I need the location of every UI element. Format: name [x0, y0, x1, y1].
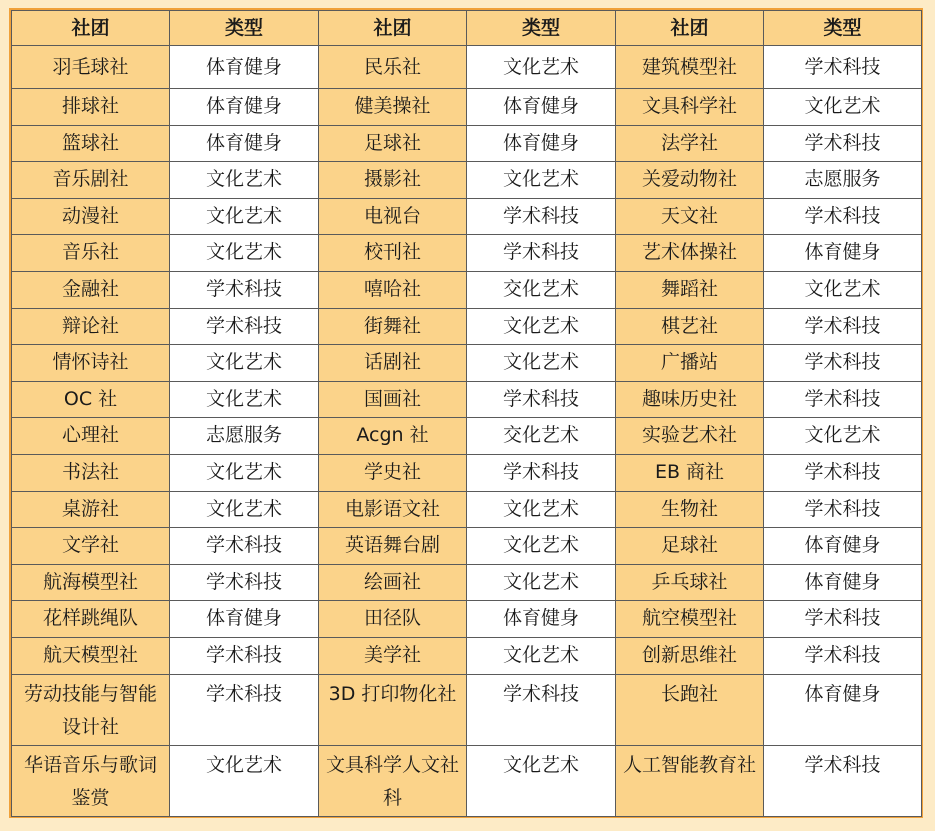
- table-row: [12, 381, 922, 418]
- club-type-cell: 学术科技: [467, 674, 616, 745]
- club-type-cell: 文化艺术: [170, 491, 319, 528]
- club-type-cell: 体育健身: [764, 235, 922, 272]
- club-name-cell: 话剧社: [319, 345, 467, 382]
- table-row: [12, 308, 922, 345]
- club-type-cell: 体育健身: [467, 89, 616, 126]
- header-type: 类型: [764, 11, 922, 46]
- club-type-cell: 学术科技: [170, 637, 319, 674]
- club-name-cell: 桌游社: [12, 491, 170, 528]
- club-name-cell: 音乐剧社: [12, 162, 170, 199]
- club-name-cell: 文学社: [12, 528, 170, 565]
- club-name-cell: 电影语文社: [319, 491, 467, 528]
- club-name-cell: 电视台: [319, 198, 467, 235]
- club-name-cell: 航海模型社: [12, 564, 170, 601]
- table-row: [12, 235, 922, 272]
- club-name-cell: OC 社: [12, 381, 170, 418]
- table-row: [12, 454, 922, 491]
- club-type-cell: 文化艺术: [764, 418, 922, 455]
- table-row: [12, 637, 922, 674]
- club-name-cell: 关爱动物社: [616, 162, 764, 199]
- club-name-cell: 航天模型社: [12, 637, 170, 674]
- club-type-cell: 文化艺术: [467, 162, 616, 199]
- club-type-cell: 志愿服务: [170, 418, 319, 455]
- club-name-cell: 篮球社: [12, 125, 170, 162]
- club-name-cell: 心理社: [12, 418, 170, 455]
- club-type-cell: 学术科技: [764, 345, 922, 382]
- club-name-cell: 羽毛球社: [12, 46, 170, 89]
- club-name-cell: 书法社: [12, 454, 170, 491]
- club-name-cell: 创新思维社: [616, 637, 764, 674]
- club-type-cell: 文化艺术: [467, 564, 616, 601]
- club-name-cell: 艺术体操社: [616, 235, 764, 272]
- club-type-cell: 文化艺术: [170, 198, 319, 235]
- club-type-cell: 学术科技: [467, 235, 616, 272]
- club-type-cell: 交化艺术: [467, 271, 616, 308]
- club-type-cell: 文化艺术: [170, 162, 319, 199]
- table-row: [12, 745, 922, 816]
- club-name-cell: 嘻哈社: [319, 271, 467, 308]
- club-type-cell: 文化艺术: [467, 745, 616, 816]
- club-name-cell: 长跑社: [616, 674, 764, 745]
- club-name-cell: 摄影社: [319, 162, 467, 199]
- club-name-cell: 航空模型社: [616, 601, 764, 638]
- club-type-cell: 文化艺术: [467, 308, 616, 345]
- club-name-cell: 建筑模型社: [616, 46, 764, 89]
- club-type-cell: 体育健身: [467, 125, 616, 162]
- club-type-cell: 体育健身: [170, 601, 319, 638]
- club-name-cell: 法学社: [616, 125, 764, 162]
- club-name-cell: 劳动技能与智能设计社: [12, 674, 170, 745]
- club-type-cell: 学术科技: [170, 528, 319, 565]
- club-type-cell: 文化艺术: [764, 271, 922, 308]
- header-type: 类型: [467, 11, 616, 46]
- club-type-cell: 体育健身: [764, 564, 922, 601]
- club-name-cell: 美学社: [319, 637, 467, 674]
- club-type-cell: 学术科技: [764, 454, 922, 491]
- club-type-cell: 学术科技: [764, 601, 922, 638]
- club-name-cell: 足球社: [616, 528, 764, 565]
- club-type-cell: 学术科技: [764, 308, 922, 345]
- club-type-cell: 学术科技: [764, 745, 922, 816]
- club-type-cell: 学术科技: [170, 674, 319, 745]
- club-name-cell: 人工智能教育社: [616, 745, 764, 816]
- club-type-cell: 文化艺术: [467, 46, 616, 89]
- club-type-cell: 学术科技: [467, 198, 616, 235]
- club-type-cell: 学术科技: [764, 381, 922, 418]
- club-type-cell: 文化艺术: [170, 235, 319, 272]
- club-type-cell: 文化艺术: [467, 637, 616, 674]
- club-name-cell: 文具科学社: [616, 89, 764, 126]
- club-type-cell: 学术科技: [764, 491, 922, 528]
- club-name-cell: Acgn 社: [319, 418, 467, 455]
- club-type-cell: 体育健身: [764, 674, 922, 745]
- club-name-cell: 情怀诗社: [12, 345, 170, 382]
- table-row: [12, 564, 922, 601]
- club-name-cell: 生物社: [616, 491, 764, 528]
- club-name-cell: 音乐社: [12, 235, 170, 272]
- club-table: [11, 10, 922, 817]
- club-type-cell: 学术科技: [764, 46, 922, 89]
- club-name-cell: 棋艺社: [616, 308, 764, 345]
- club-name-cell: 动漫社: [12, 198, 170, 235]
- club-name-cell: 舞蹈社: [616, 271, 764, 308]
- club-name-cell: 健美操社: [319, 89, 467, 126]
- club-name-cell: 天文社: [616, 198, 764, 235]
- club-type-cell: 学术科技: [170, 308, 319, 345]
- club-type-cell: 志愿服务: [764, 162, 922, 199]
- table-row: [12, 46, 922, 89]
- table-row: [12, 674, 922, 745]
- club-name-cell: 足球社: [319, 125, 467, 162]
- club-type-cell: 交化艺术: [467, 418, 616, 455]
- club-type-cell: 文化艺术: [170, 745, 319, 816]
- table-row: [12, 418, 922, 455]
- header-club: 社团: [616, 11, 764, 46]
- club-type-cell: 文化艺术: [467, 345, 616, 382]
- club-name-cell: 英语舞台剧: [319, 528, 467, 565]
- club-type-cell: 学术科技: [467, 381, 616, 418]
- club-type-cell: 体育健身: [170, 89, 319, 126]
- club-type-cell: 体育健身: [467, 601, 616, 638]
- club-type-cell: 学术科技: [764, 637, 922, 674]
- table-row: [12, 491, 922, 528]
- club-name-cell: 3D 打印物化社: [319, 674, 467, 745]
- club-name-cell: 金融社: [12, 271, 170, 308]
- header-row: [12, 11, 922, 46]
- table-row: [12, 528, 922, 565]
- club-type-cell: 文化艺术: [764, 89, 922, 126]
- table-row: [12, 125, 922, 162]
- club-name-cell: 学史社: [319, 454, 467, 491]
- table-row: [12, 601, 922, 638]
- club-name-cell: 国画社: [319, 381, 467, 418]
- club-name-cell: EB 商社: [616, 454, 764, 491]
- header-club: 社团: [12, 11, 170, 46]
- club-name-cell: 实验艺术社: [616, 418, 764, 455]
- club-type-cell: 文化艺术: [170, 345, 319, 382]
- club-type-cell: 体育健身: [170, 125, 319, 162]
- club-name-cell: 乒乓球社: [616, 564, 764, 601]
- header-type: 类型: [170, 11, 319, 46]
- club-name-cell: 街舞社: [319, 308, 467, 345]
- club-name-cell: 文具科学人文社科: [319, 745, 467, 816]
- club-type-cell: 文化艺术: [170, 454, 319, 491]
- table-row: [12, 89, 922, 126]
- club-type-cell: 学术科技: [170, 271, 319, 308]
- club-type-cell: 文化艺术: [170, 381, 319, 418]
- club-type-cell: 体育健身: [170, 46, 319, 89]
- club-name-cell: 华语音乐与歌词鉴赏: [12, 745, 170, 816]
- club-name-cell: 绘画社: [319, 564, 467, 601]
- club-type-cell: 学术科技: [170, 564, 319, 601]
- club-type-cell: 学术科技: [764, 125, 922, 162]
- table-row: [12, 271, 922, 308]
- table-row: [12, 345, 922, 382]
- club-type-cell: 文化艺术: [467, 491, 616, 528]
- club-type-cell: 体育健身: [764, 528, 922, 565]
- club-name-cell: 排球社: [12, 89, 170, 126]
- club-name-cell: 广播站: [616, 345, 764, 382]
- club-name-cell: 校刊社: [319, 235, 467, 272]
- table-row: [12, 162, 922, 199]
- club-table-frame: [9, 8, 923, 818]
- club-name-cell: 辩论社: [12, 308, 170, 345]
- club-type-cell: 学术科技: [764, 198, 922, 235]
- club-type-cell: 文化艺术: [467, 528, 616, 565]
- club-name-cell: 花样跳绳队: [12, 601, 170, 638]
- club-type-cell: 学术科技: [467, 454, 616, 491]
- header-club: 社团: [319, 11, 467, 46]
- club-name-cell: 趣味历史社: [616, 381, 764, 418]
- table-row: [12, 198, 922, 235]
- club-name-cell: 田径队: [319, 601, 467, 638]
- club-name-cell: 民乐社: [319, 46, 467, 89]
